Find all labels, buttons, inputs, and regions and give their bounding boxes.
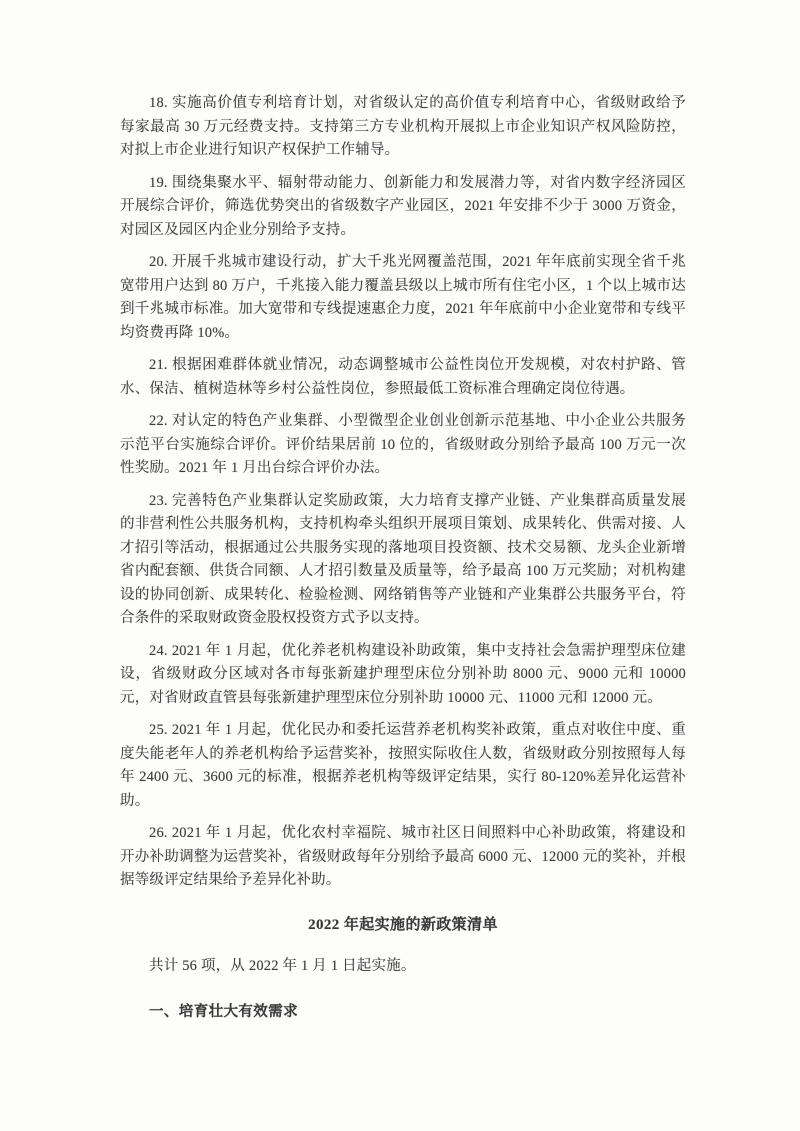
policy-paragraph-26: 26. 2021 年 1 月起，优化农村幸福院、城市社区日间照料中心补助政策，将建设和开办补助调整为运营奖补，省级财政每年分别给予最高 6000 元、12000 元的奖补，并根据等级评定结果给予差异化补助。 [120,825,686,888]
policy-paragraph-19: 19. 围绕集聚水平、辐射带动能力、创新能力和发展潜力等，对省内数字经济园区开展综合评价，筛选优势突出的省级数字产业园区，2021 年安排不少于 3000 万资金，对园区及园区内企业分别给予支持。 [120,174,686,238]
section-title-new-policies-2022: 2022 年起实施的新政策清单 [308,916,498,933]
policy-paragraph-21: 21. 根据困难群体就业情况，动态调整城市公益性岗位开发规模，对农村护路、管水、保洁、植树造林等乡村公益性岗位，参照最低工资标准合理确定岗位待遇。 [120,357,686,397]
policy-paragraph-25: 25. 2021 年 1 月起，优化民办和委托运营养老机构奖补政策，重点对收住中度、重度失能老年人的养老机构给予运营奖补，按照实际收住人数，省级财政分别按照每人每年 2400 元、3600 元的标准，根据养老机构等级评定结果，实行 80-120%差异化运营补助。 [120,722,686,809]
policy-paragraph-22: 22. 对认定的特色产业集群、小型微型企业创业创新示范基地、中小企业公共服务示范平台实施综合评价。评价结果居前 10 位的，省级财政分别给予最高 100 万元一次性奖励。2021 年 1 月出台综合评价办法。 [120,413,686,476]
section-intro-line: 共计 56 项，从 2022 年 1 月 1 日起实施。 [149,957,416,974]
policy-paragraph-23: 23. 完善特色产业集群认定奖励政策，大力培育支撑产业链、产业集群高质量发展的非营利性公共服务机构，支持机构牵头组织开展项目策划、成果转化、供需对接、人才招引等活动，根据通过公共服务实现的落地项目投资额、技术交易额、龙头企业新增省内配套额、供货合同额、人才招引数量及质量等，给予最高 100 万元奖励；对机构建设的协同创新、成果转化、检验检测、网络销售等产业链和产业集群公共服务平台，符合条件的采取财政资金股权投资方式予以支持。 [120,492,686,626]
policy-paragraph-24: 24. 2021 年 1 月起，优化养老机构建设补助政策，集中支持社会急需护理型床位建设，省级财政分区域对各市每张新建护理型床位分别补助 8000 元、9000 元和 10000 元，对省财政直管县每张新建护理型床位分别补助 10000 元、11000 元和 12000 元。 [120,642,686,706]
policy-paragraph-18: 18. 实施高价值专利培育计划，对省级认定的高价值专利培育中心，省级财政给予每家最高 30 万元经费支持。支持第三方专业机构开展拟上市企业知识产权风险防控，对拟上市企业进行知识产权保护工作辅导。 [120,95,686,158]
subsection-title-demand: 一、培育壮大有效需求 [149,1004,298,1020]
policy-paragraph-20: 20. 开展千兆城市建设行动，扩大千兆光网覆盖范围，2021 年年底前实现全省千兆宽带用户达到 80 万户，千兆接入能力覆盖县级以上城市所有住宅小区，1 个以上城市达到千兆城市标准。加大宽带和专线提速惠企力度，2021 年年底前中小企业宽带和专线平均资费再降 10%。 [120,254,686,341]
